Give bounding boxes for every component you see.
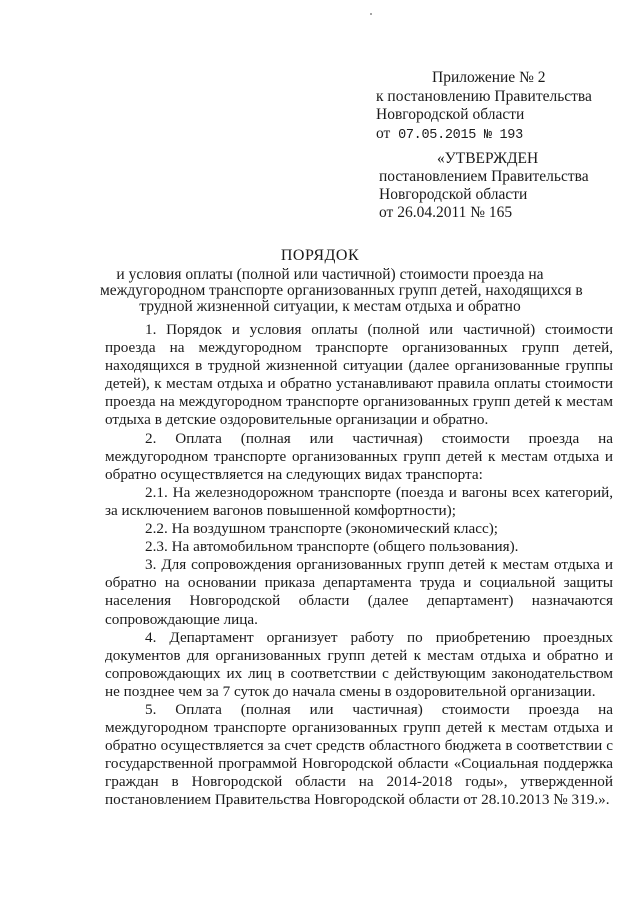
subtitle-line: трудной жизненной ситуации, к местам отдыха и обратно [139,298,521,315]
subtitle-line: и условия оплаты (полной или частичной) стоимости проезда на [116,266,544,283]
document-title: ПОРЯДОК [280,247,360,264]
document-body [105,321,613,810]
appendix-date-prefix: от [376,124,391,142]
paragraph-5: 5. Оплата (полная или частичная) стоимости проезда на междугородном транспорте организованных групп детей к местам отдыха и обратно осуществляется за счет средств областного бюджета в соответствии с государственной программой Новгородской области «Социальная поддержка граждан в Новгородской области на 2014-2018 годы», утвержденной постановлением Правительства Новгородской области от 28.10.2013 № 319.». [105,700,613,809]
scan-speck [370,13,372,15]
appendix-line-3: Новгородской области [376,106,525,123]
approved-line-2: постановлением Правительства [379,168,589,185]
document-subtitle [100,266,583,315]
appendix-block [376,69,626,145]
paragraph-3: 3. Для сопровождения организованных групп детей к местам отдыха и обратно на основании приказа департамента труда и социальной защиты населения Новгородской области (далее департамент) назначаются сопровождающие лица. [105,556,613,628]
approved-line-3: Новгородской области [379,186,528,203]
appendix-date-value: 07.05.2015 № 193 [398,127,523,143]
appendix-line-2: к постановлению Правительства [376,87,592,105]
paragraph-2-1: 2.1. На железнодорожном транспорте (поезда и вагоны всех категорий, за исключением вагонов повышенной комфортности); [105,483,613,519]
subtitle-line: междугородном транспорте организованных групп детей, находящихся в [100,282,583,299]
paragraph-1: 1. Порядок и условия оплаты (полной или частичной) стоимости проезда на междугородном транспорте организованных групп детей, находящихся в трудной жизненной ситуации (далее организованные группы детей), к местам отдыха и обратно устанавливают правила оплаты стоимости проезда на междугородном транспорте организованных групп детей к местам отдыха в детские оздоровительные организации и обратно. [105,321,613,429]
appendix-title: Приложение № 2 [432,69,546,86]
paragraph-2-2: 2.2. На воздушном транспорте (экономический класс); [145,520,498,538]
appendix-date-line [376,125,626,146]
paragraph-2-3: 2.3. На автомобильном транспорте (общего пользования). [145,538,519,556]
approved-title: «УТВЕРЖДЕН [437,150,539,167]
approved-block [379,150,629,222]
approved-line-4: от 26.04.2011 № 165 [379,204,513,221]
paragraph-4: 4. Департамент организует работу по приобретению проездных документов для организованных групп детей к местам отдыха и обратно и сопровождающих их лиц в соответствии с действующим законодательством не позднее чем за 7 суток до начала смены в оздоровительной организации. [105,628,613,700]
paragraph-2: 2. Оплата (полная или частичная) стоимости проезда на междугородном транспорте организованных групп детей к местам отдыха и обратно осуществляется на следующих видах транспорта: [105,429,613,483]
